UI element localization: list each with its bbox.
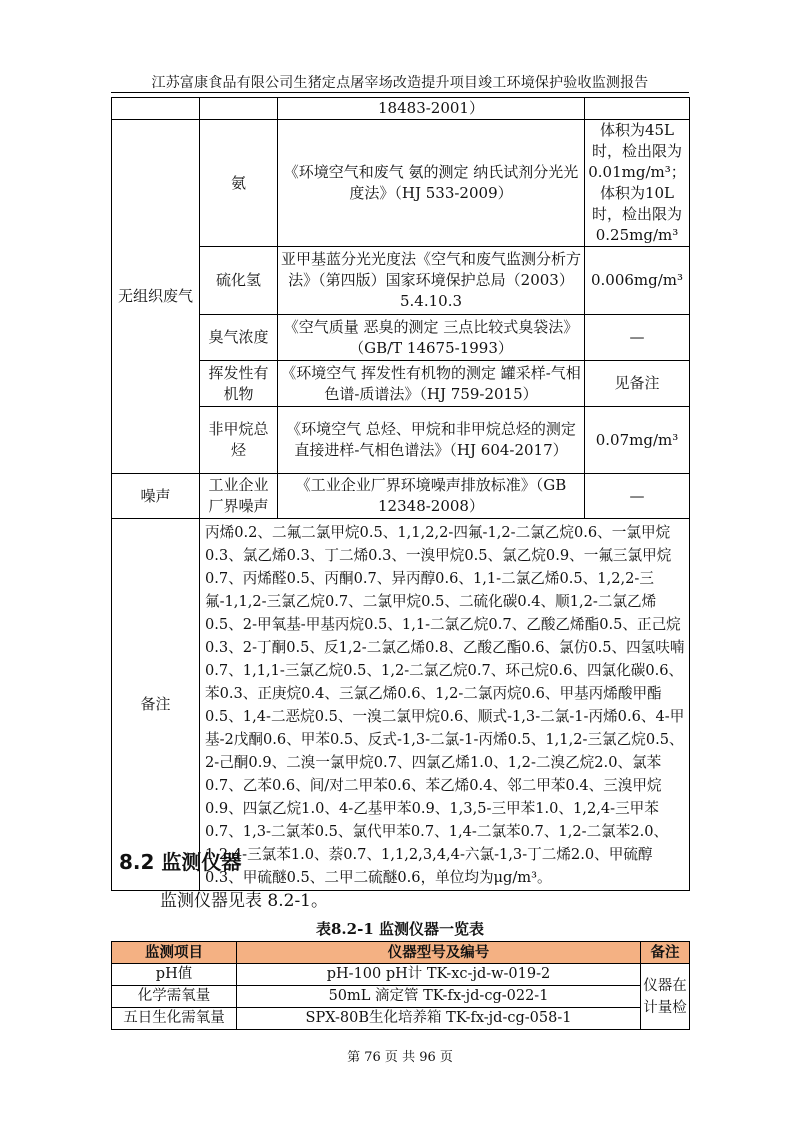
- limit-cell: —: [585, 474, 690, 519]
- table-row: [112, 986, 690, 1008]
- group-cell: 噪声: [112, 474, 200, 519]
- remark-text: 丙烯0.2、二氟二氯甲烷0.5、1,1,2,2-四氟-1,2-二氯乙烷0.6、一氯甲烷0.3、氯乙烯0.3、丁二烯0.3、一溴甲烷0.5、氯乙烷0.9、一氟三氯甲烷0.7、丙烯醛0.5、丙酮0.7、异丙醇0.6、1,1-二氯乙烯0.5、1,2,2-三氟-1,1,2-三氯乙烷0.7、二氯甲烷0.5、二硫化碳0.4、顺1,2-二氯乙烯0.5、2-甲氧基-甲基丙烷0.5、1,1-二氯乙烷0.7、乙酸乙烯酯0.5、正己烷0.3、2-丁酮0.5、反1,2-二氯乙烯0.8、乙酸乙酯0.6、氯仿0.5、四氢呋喃0.7、1,1,1-三氯乙烷0.5、1,2-二氯乙烷0.7、环己烷0.6、四氯化碳0.6、苯0.3、正庚烷0.4、三氯乙烯0.6、1,2-二氯丙烷0.6、甲基丙烯酸甲酯0.5、1,4-二恶烷0.5、一溴二氯甲烷0.6、顺式-1,3-二氯-1-丙烯0.6、4-甲基-2戊酮0.6、甲苯0.5、反式-1,3-二氯-1-丙烯0.5、1,1,2-三氯乙烷0.5、2-己酮0.9、二溴一氯甲烷0.7、四氯乙烯1.0、1,2-二溴乙烷2.0、氯苯0.7、乙苯0.6、间/对二甲苯0.6、苯乙烯0.4、邻二甲苯0.4、三溴甲烷0.9、四氯乙烷1.0、4-乙基甲苯0.9、1,3,5-三甲苯1.0、1,2,4-三甲苯0.7、1,3-二氯苯0.5、氯代甲苯0.7、1,4-二氯苯0.7、1,2-二氯苯2.0、1,2,4-三氯苯1.0、萘0.7、1,1,2,3,4,4-六氯-1,3-丁二烯2.0、甲硫醇0.3、甲硫醚0.5、二甲二硫醚0.6，单位均为μg/m³。: [200, 519, 690, 891]
- instrument-cell: SPX-80B生化培养箱 TK-fx-jd-cg-058-1: [237, 1008, 641, 1030]
- table-header-row: [112, 942, 690, 964]
- table-row: [112, 964, 690, 986]
- item-cell: 挥发性有机物: [200, 361, 278, 407]
- item-cell: 臭气浓度: [200, 315, 278, 361]
- group-cell: 无组织废气: [112, 120, 200, 474]
- column-header: 仪器型号及编号: [237, 942, 641, 964]
- limit-cell: —: [585, 315, 690, 361]
- remark-label: 备注: [112, 519, 200, 891]
- table-row: [112, 474, 690, 519]
- item-cell: pH值: [112, 964, 237, 986]
- item-cell: 化学需氧量: [112, 986, 237, 1008]
- limit-cell: 0.006mg/m³: [585, 247, 690, 315]
- table-row: [112, 519, 690, 891]
- page-footer: 第 76 页 共 96 页: [347, 1050, 453, 1065]
- item-cell: 硫化氢: [200, 247, 278, 315]
- instrument-table: [111, 941, 690, 1030]
- method-cell: 亚甲基蓝分光光度法《空气和废气监测分析方法》（第四版）国家环境保护总局（2003）5.4.10.3: [278, 247, 585, 315]
- section-paragraph: 监测仪器见表 8.2-1。: [160, 891, 328, 911]
- item-cell: 非甲烷总烃: [200, 407, 278, 474]
- limit-cell: 见备注: [585, 361, 690, 407]
- section-heading: 8.2 监测仪器: [119, 850, 242, 874]
- limit-cell: 0.07mg/m³: [585, 407, 690, 474]
- table-row: [112, 98, 690, 120]
- method-table: [111, 97, 690, 891]
- instrument-cell: pH-100 pH计 TK-xc-jd-w-019-2: [237, 964, 641, 986]
- method-cell: 《环境空气和废气 氨的测定 纳氏试剂分光光度法》（HJ 533-2009）: [278, 120, 585, 247]
- method-cell: 18483-2001）: [278, 98, 585, 120]
- column-header: 备注: [641, 942, 690, 964]
- table-row: [112, 1008, 690, 1030]
- instrument-cell: 50mL 滴定管 TK-fx-jd-cg-022-1: [237, 986, 641, 1008]
- table-caption: 表8.2-1 监测仪器一览表: [316, 920, 484, 938]
- item-cell: 氨: [200, 120, 278, 247]
- method-cell: 《环境空气 总烃、甲烷和非甲烷总烃的测定 直接进样-气相色谱法》（HJ 604-2017）: [278, 407, 585, 474]
- page-header: 江苏富康食品有限公司生猪定点屠宰场改造提升项目竣工环境保护验收监测报告: [151, 75, 649, 91]
- column-header: 监测项目: [112, 942, 237, 964]
- limit-cell: 体积为45L时，检出限为0.01mg/m³；体积为10L时，检出限为0.25mg/m³: [585, 120, 690, 247]
- method-cell: 《空气质量 恶臭的测定 三点比较式臭袋法》（GB/T 14675-1993）: [278, 315, 585, 361]
- table-row: [112, 120, 690, 247]
- item-cell: 工业企业厂界噪声: [200, 474, 278, 519]
- header-rule: [111, 92, 689, 93]
- method-cell: 《环境空气 挥发性有机物的测定 罐采样-气相色谱-质谱法》（HJ 759-2015）: [278, 361, 585, 407]
- remark-cell: 仪器在计量检: [641, 964, 690, 1030]
- method-cell: 《工业企业厂界环境噪声排放标准》（GB 12348-2008）: [278, 474, 585, 519]
- item-cell: 五日生化需氧量: [112, 1008, 237, 1030]
